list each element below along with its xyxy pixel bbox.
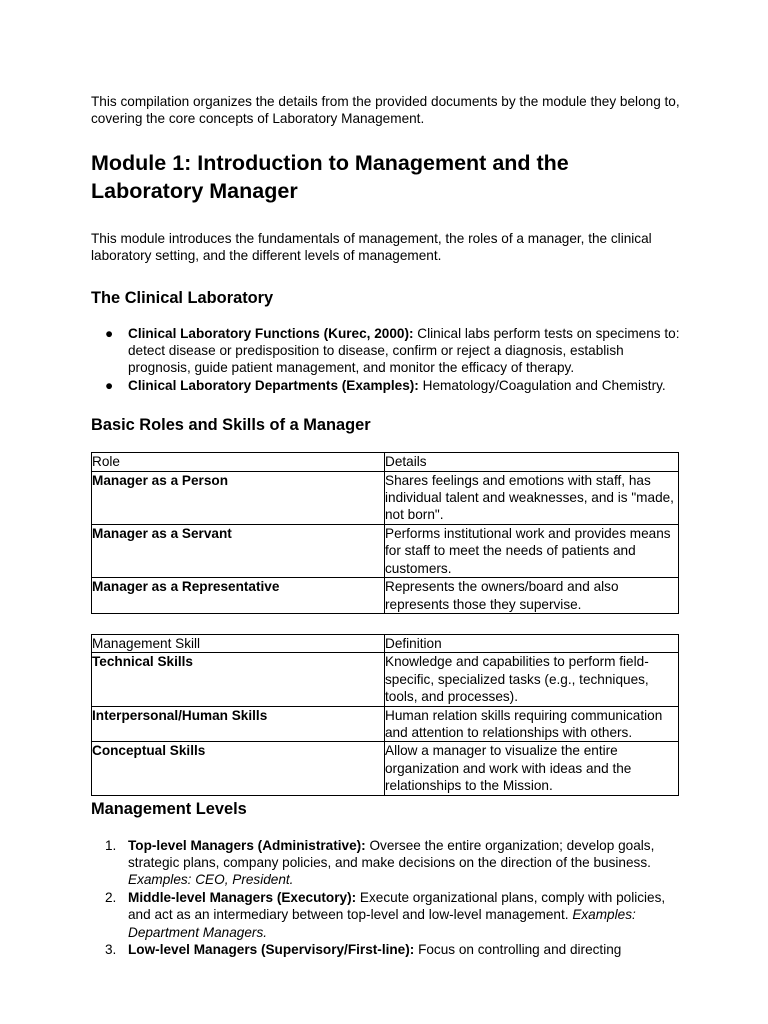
list-item-label: Clinical Laboratory Functions (Kurec, 2000): [128,325,414,341]
list-item-text: Clinical labs perform tests on specimens to: detect disease or predisposition to disease, confirm or reject a diagnosis, establish prognosis, guide patient management, and monitor the efficacy of therapy. [128,325,680,376]
bullet-icon: ● [105,377,114,393]
table-header-cell: Definition [385,634,679,652]
table-cell [92,524,385,577]
table-header-cell: Role [92,453,385,471]
table-cell: Shares feelings and emotions with staff, has individual talent and weaknesses, and is "made, not born". [385,471,679,524]
list-item-text: Execute organizational plans, comply with policies, and act as an intermediary between top-level and low-level management. [128,889,666,923]
skill-name: Interpersonal/Human Skills [92,707,268,723]
list-item [91,889,681,941]
list-item-text: Focus on controlling and directing [414,942,622,957]
role-name: Manager as a Servant [92,525,232,541]
role-name: Manager as a Representative [92,579,280,595]
clinical-lab-list [91,325,681,395]
module-title: Module 1: Introduction to Management and the Laboratory Manager [91,150,569,204]
list-number: 1. [105,837,117,853]
table-row [92,578,679,614]
table-row [92,706,679,742]
table-cell: Performs institutional work and provides means for staff to meet the needs of patients and customers. [385,524,679,577]
table-cell [92,653,385,706]
table-cell: Knowledge and capabilities to perform field-specific, specialized tasks (e.g., techniques, tools, and processes). [385,653,679,706]
table-row [92,524,679,577]
table-cell: Human relation skills requiring communication and attention to relationships with others. [385,706,679,742]
levels-heading: Management Levels [91,799,247,818]
skill-name: Technical Skills [92,654,193,670]
list-number: 2. [105,889,117,905]
list-item-label: Top-level Managers (Administrative): [128,837,366,853]
list-item [91,941,681,958]
table-cell [92,706,385,742]
list-item-example: Examples: Department Managers. [128,907,636,940]
module-description: This module introduces the fundamentals of management, the roles of a manager, the clinical laboratory setting, and the different levels of management. [91,230,652,264]
role-name: Manager as a Person [92,472,228,488]
table-cell [92,471,385,524]
table-cell: Represents the owners/board and also represents those they supervise. [385,578,679,614]
levels-list [91,837,681,959]
clinical-lab-heading: The Clinical Laboratory [91,288,274,307]
table-row [92,471,679,524]
list-item-label: Middle-level Managers (Executory): [128,889,357,905]
list-item-label: Low-level Managers (Supervisory/First-line): [128,942,415,957]
table-cell: Allow a manager to visualize the entire organization and work with ideas and the relationships to the Mission. [385,742,679,795]
roles-table [91,452,679,614]
list-item [91,377,681,394]
intro-paragraph: This compilation organizes the details from the provided documents by the module they belong to, covering the core concepts of Laboratory Management. [91,94,680,127]
table-cell [92,742,385,795]
roles-heading: Basic Roles and Skills of a Manager [91,416,371,435]
table-header-row [92,453,679,471]
table-row [92,742,679,795]
list-item-label: Clinical Laboratory Departments (Examples): [128,377,419,393]
list-item-text: Hematology/Coagulation and Chemistry. [418,377,666,393]
bullet-icon: ● [105,325,114,341]
list-item-example: Examples: CEO, President. [128,872,294,888]
list-number: 3. [105,942,117,957]
list-item [91,325,681,377]
table-cell [92,578,385,614]
skill-name: Conceptual Skills [92,743,206,759]
table-header-cell: Management Skill [92,634,385,652]
list-item [91,837,681,889]
table-header-cell: Details [385,453,679,471]
document-page [91,93,681,958]
list-item-text: Oversee the entire organization; develop goals, strategic plans, company policies, and make decisions on the direction of the business. [128,837,655,870]
table-header-row [92,634,679,652]
table-row [92,653,679,706]
skills-table [91,634,679,796]
